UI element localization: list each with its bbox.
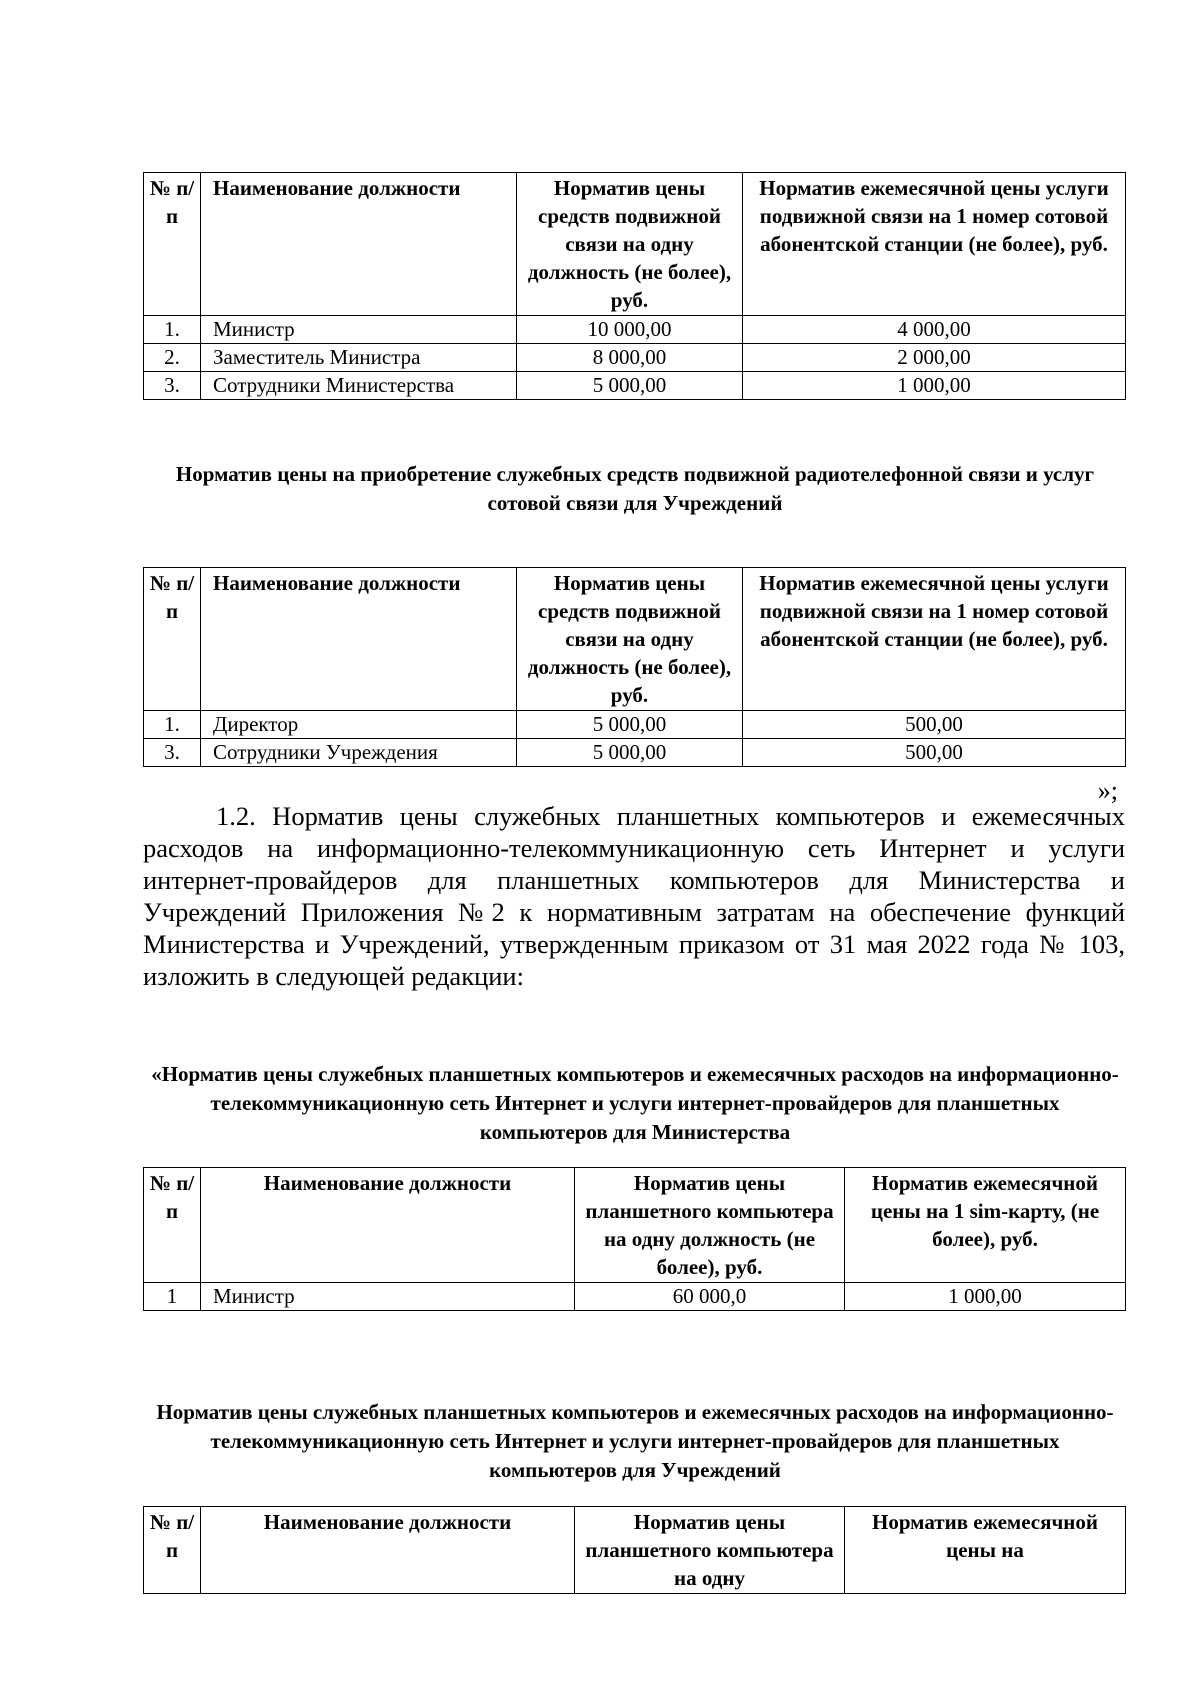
section-heading-institutions-mobile: Норматив цены на приобретение служебных средств подвижной радиотелефонной связи и услуг сотовой связи для Учреждений xyxy=(175,462,1095,515)
col-header-device-price: Норматив цены планшетного компьютера на одну xyxy=(575,1507,845,1594)
table-header-row xyxy=(144,1168,1126,1283)
row-device-price: 60 000,0 xyxy=(575,1283,845,1311)
row-monthly-price: 500,00 xyxy=(743,711,1126,739)
row-device-price: 5 000,00 xyxy=(517,739,743,767)
col-header-num: № п/п xyxy=(144,1507,201,1594)
table-row xyxy=(144,739,1126,767)
col-header-position: Наименование должности xyxy=(201,173,517,316)
closing-quote: »; xyxy=(1097,776,1118,805)
row-monthly-price: 2 000,00 xyxy=(743,344,1126,372)
row-monthly-price: 4 000,00 xyxy=(743,316,1126,344)
col-header-position: Наименование должности xyxy=(201,568,517,711)
row-num: 3. xyxy=(144,739,201,767)
row-monthly-price: 1 000,00 xyxy=(743,372,1126,400)
col-header-num: № п/п xyxy=(144,173,201,316)
row-num: 2. xyxy=(144,344,201,372)
table-header-row xyxy=(144,1507,1126,1594)
row-position: Директор xyxy=(201,711,517,739)
col-header-num: № п/п xyxy=(144,568,201,711)
row-monthly-price: 500,00 xyxy=(743,739,1126,767)
col-header-device-price: Норматив цены планшетного компьютера на одну должность (не более), руб. xyxy=(575,1168,845,1283)
section-heading-institutions-tablets: Норматив цены служебных планшетных компьютеров и ежемесячных расходов на информационно-телекоммуникационную сеть Интернет и услуги интернет-провайдеров для планшетных компьютеров для Учреждений xyxy=(156,1400,1114,1482)
table-header-row xyxy=(144,568,1126,711)
col-header-device-price: Норматив цены средств подвижной связи на одну должность (не более), руб. xyxy=(517,173,743,316)
col-header-monthly-price: Норматив ежемесячной цены услуги подвижной связи на 1 номер сотовой абонентской станции (не более), руб. xyxy=(743,568,1126,711)
row-position: Сотрудники Учреждения xyxy=(201,739,517,767)
row-device-price: 10 000,00 xyxy=(517,316,743,344)
row-num: 1. xyxy=(144,316,201,344)
row-num: 1 xyxy=(144,1283,201,1311)
row-num: 1. xyxy=(144,711,201,739)
row-position: Министр xyxy=(201,316,517,344)
col-header-position: Наименование должности xyxy=(201,1168,575,1283)
col-header-monthly-price: Норматив ежемесячной цены на 1 sim-карту, (не более), руб. xyxy=(845,1168,1126,1283)
row-device-price: 5 000,00 xyxy=(517,711,743,739)
table-ministry-tablets xyxy=(143,1167,1126,1311)
table-header-row xyxy=(144,173,1126,316)
table-row xyxy=(144,316,1126,344)
row-monthly-price: 1 000,00 xyxy=(845,1283,1126,1311)
row-device-price: 8 000,00 xyxy=(517,344,743,372)
paragraph-1-2: 1.2. Норматив цены служебных планшетных компьютеров и ежемесячных расходов на информационно-телекоммуникационную сеть Интернет и услуги интернет-провайдеров для планшетных компьютеров для Министерства и Учреждений Приложения №2 к нормативным затратам на обеспечение функций Министерства и Учреждений, утвержденным приказом от 31 мая 2022 года № 103, изложить в следующей редакции: xyxy=(143,801,1125,991)
table-institutions-mobile xyxy=(143,567,1126,767)
row-num: 3. xyxy=(144,372,201,400)
row-position: Сотрудники Министерства xyxy=(201,372,517,400)
table-row xyxy=(144,344,1126,372)
table-row xyxy=(144,1283,1126,1311)
table-row xyxy=(144,372,1126,400)
row-position: Министр xyxy=(201,1283,575,1311)
table-institutions-tablets xyxy=(143,1506,1126,1594)
col-header-position: Наименование должности xyxy=(201,1507,575,1594)
row-device-price: 5 000,00 xyxy=(517,372,743,400)
row-position: Заместитель Министра xyxy=(201,344,517,372)
col-header-num: № п/п xyxy=(144,1168,201,1283)
col-header-device-price: Норматив цены средств подвижной связи на одну должность (не более), руб. xyxy=(517,568,743,711)
table-ministry-mobile xyxy=(143,172,1126,400)
col-header-monthly-price: Норматив ежемесячной цены услуги подвижной связи на 1 номер сотовой абонентской станции (не более), руб. xyxy=(743,173,1126,316)
section-heading-ministry-tablets: «Норматив цены служебных планшетных компьютеров и ежемесячных расходов на информационно-телекоммуникационную сеть Интернет и услуги интернет-провайдеров для планшетных компьютеров для Министерства xyxy=(151,1062,1119,1144)
table-row xyxy=(144,711,1126,739)
col-header-monthly-price: Норматив ежемесячной цены на xyxy=(845,1507,1126,1594)
